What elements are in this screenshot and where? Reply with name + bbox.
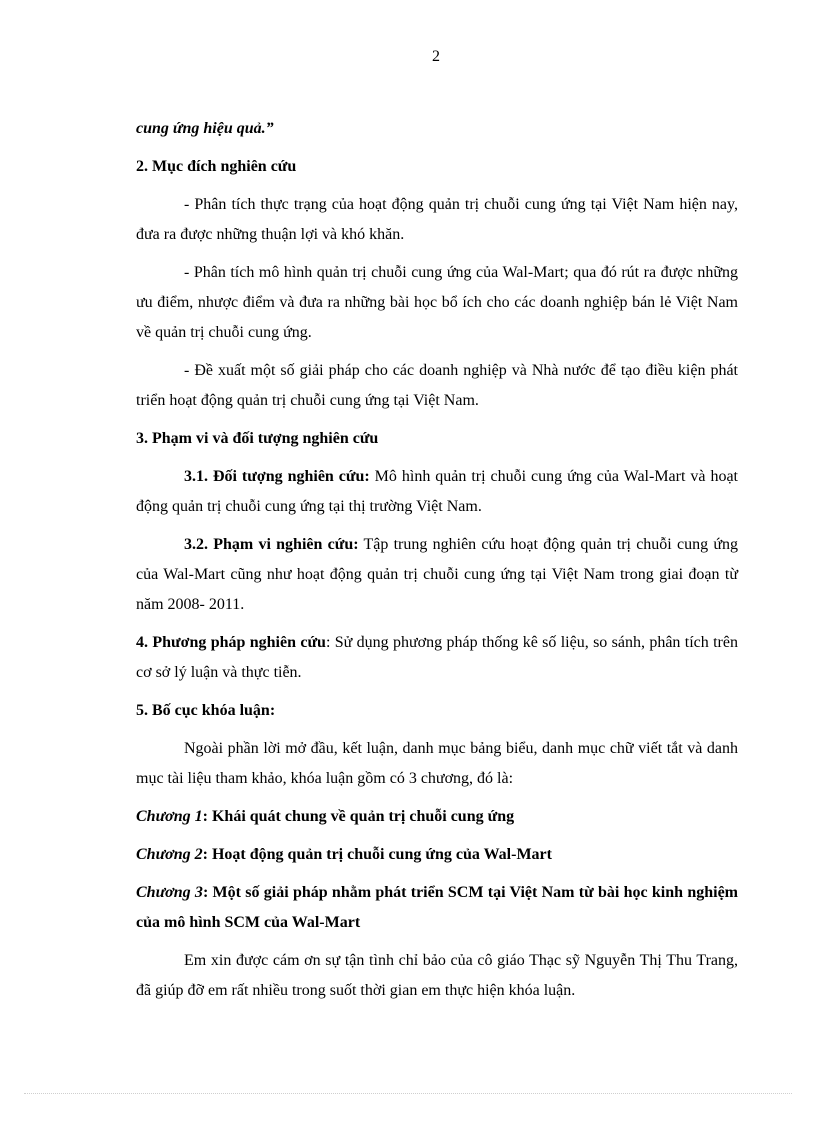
chapter-item bbox=[136, 878, 738, 938]
chapter-title: : Hoạt động quản trị chuỗi cung ứng của Wal-Mart bbox=[202, 846, 552, 863]
section-3-2-text: Tập trung nghiên cứu hoạt động quản trị chuỗi cung ứng của Wal-Mart cũng như hoạt động quản trị chuỗi cung ứng tại Việt Nam trong giai đoạn từ năm 2008- 2011. bbox=[136, 536, 738, 613]
section-3-1-label: 3.1. Đối tượng nghiên cứu: bbox=[184, 468, 370, 485]
section-2-bullet: - Đề xuất một số giải pháp cho các doanh nghiệp và Nhà nước để tạo điều kiện phát triển hoạt động quản trị chuỗi cung ứng tại Việt Nam. bbox=[136, 362, 738, 409]
section-3-1 bbox=[136, 462, 738, 522]
closing-paragraph: Em xin được cám ơn sự tận tình chỉ bảo của cô giáo Thạc sỹ Nguyễn Thị Thu Trang, đã giúp đỡ em rất nhiều trong suốt thời gian em thực hiện khóa luận. bbox=[136, 952, 738, 999]
section-3-1-text: Mô hình quản trị chuỗi cung ứng của Wal-Mart và hoạt động quản trị chuỗi cung ứng tại thị trường Việt Nam. bbox=[136, 468, 739, 515]
chapter-label: Chương 2 bbox=[136, 846, 203, 863]
section-5-heading: 5. Bố cục khóa luận: bbox=[136, 702, 276, 719]
chapter-label: Chương 1 bbox=[136, 808, 203, 825]
section-4-text: : Sử dụng phương pháp thống kê số liệu, so sánh, phân tích trên cơ sở lý luận và thực tiễn. bbox=[136, 634, 738, 681]
section-2-bullet: - Phân tích thực trạng của hoạt động quản trị chuỗi cung ứng tại Việt Nam hiện nay, đưa ra được những thuận lợi và khó khăn. bbox=[136, 196, 738, 243]
chapter-title: : Khái quát chung về quản trị chuỗi cung ứng bbox=[202, 808, 515, 825]
section-5-intro: Ngoài phần lời mở đầu, kết luận, danh mục bảng biểu, danh mục chữ viết tắt và danh mục tài liệu tham khảo, khóa luận gồm có 3 chương, đó là: bbox=[136, 740, 738, 787]
section-2-bullet: - Phân tích mô hình quản trị chuỗi cung ứng của Wal-Mart; qua đó rút ra được những ưu điểm, nhược điểm và đưa ra những bài học bổ ích cho các doanh nghiệp bán lẻ Việt Nam về quản trị chuỗi cung ứng. bbox=[136, 264, 738, 341]
section-3-heading: 3. Phạm vi và đối tượng nghiên cứu bbox=[136, 430, 379, 447]
intro-tail: cung ứng hiệu quả.” bbox=[136, 120, 274, 137]
section-3-2-label: 3.2. Phạm vi nghiên cứu: bbox=[184, 536, 359, 553]
section-3-2 bbox=[136, 530, 738, 620]
document-body bbox=[136, 114, 738, 1006]
chapter-title: : Một số giải pháp nhằm phát triển SCM tại Việt Nam từ bài học kinh nghiệm của mô hình SCM của Wal-Mart bbox=[136, 884, 739, 931]
chapter-label: Chương 3 bbox=[136, 884, 203, 901]
chapter-item bbox=[136, 840, 738, 870]
section-4-label: 4. Phương pháp nghiên cứu bbox=[136, 634, 326, 651]
chapter-item bbox=[136, 802, 738, 832]
section-2-heading: 2. Mục đích nghiên cứu bbox=[136, 158, 297, 175]
page-border bbox=[24, 1093, 792, 1094]
page-number: 2 bbox=[432, 48, 440, 65]
section-4 bbox=[136, 628, 738, 688]
